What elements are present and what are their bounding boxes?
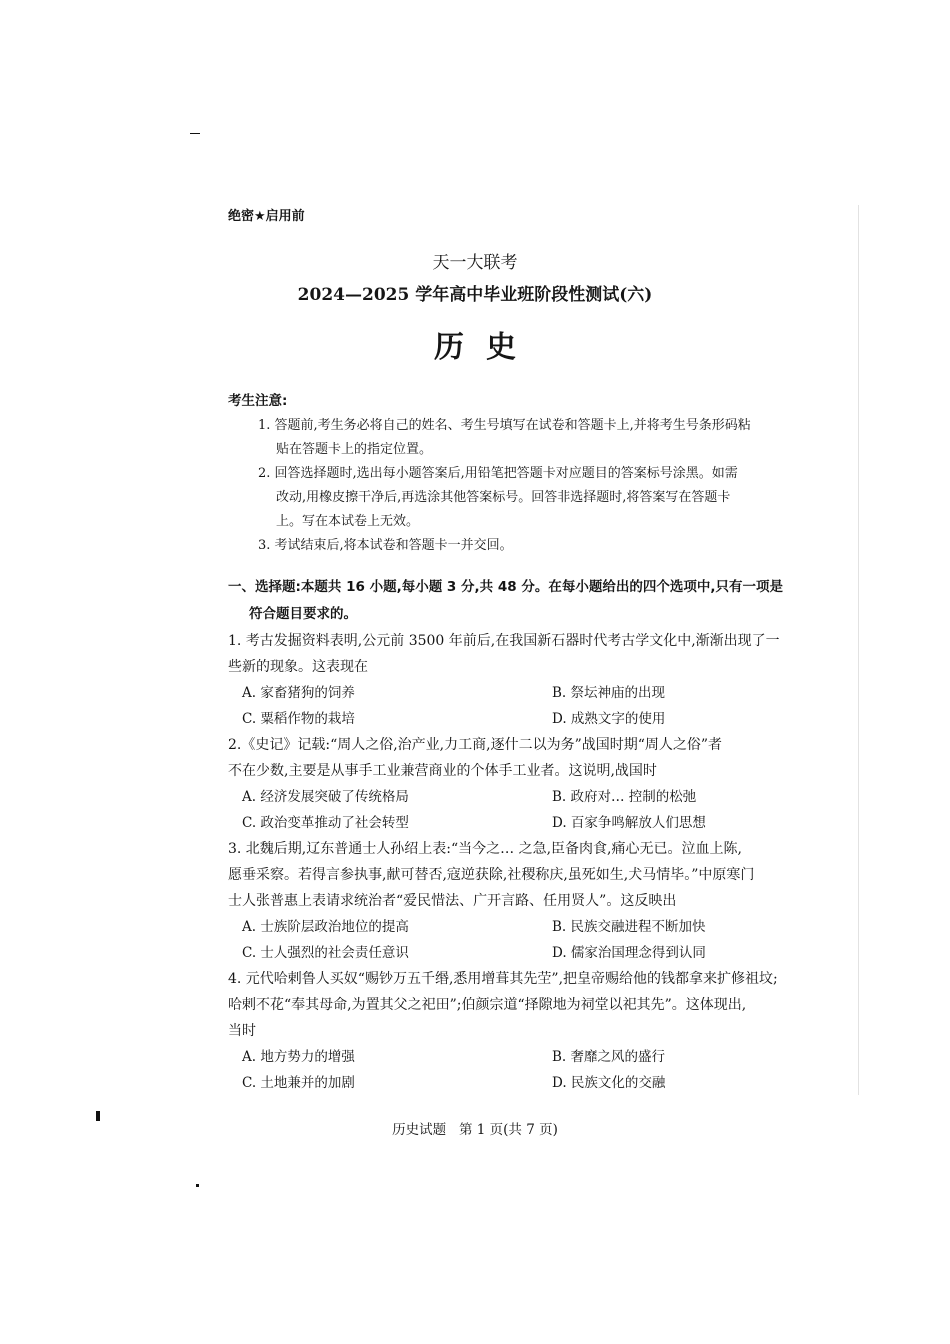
question-2-line-2: 不在少数,主要是从事手工业兼营商业的个体手工业者。这说明,战国时 bbox=[228, 763, 657, 779]
question-1-option-a: A. 家畜猪狗的饲养 bbox=[242, 685, 355, 701]
question-2-options bbox=[228, 784, 834, 836]
test-name: 2024—2025 学年高中毕业班阶段性测试(六) bbox=[297, 285, 653, 305]
exam-content bbox=[228, 388, 834, 1096]
section-title bbox=[228, 574, 834, 628]
notice-title: 考生注意: bbox=[228, 393, 288, 409]
question-2-line-1: 2.《史记》记载:“周人之俗,治产业,力工商,逐什二以为务”战国时期“周人之俗”者 bbox=[228, 737, 723, 753]
question-3-option-a: A. 士族阶层政治地位的提高 bbox=[242, 919, 409, 935]
question-1-option-d: D. 成熟文字的使用 bbox=[552, 711, 666, 727]
question-4-line-2: 哈剌不花“奉其母命,为置其父之祀田”;伯颜宗道“择隙地为祠堂以祀其先”。这体现出, bbox=[228, 997, 747, 1013]
notice-item-2-line3: 上。写在本试卷上无效。 bbox=[276, 514, 420, 529]
question-3 bbox=[228, 836, 834, 966]
question-3-line-1: 3. 北魏后期,辽东普通士人孙绍上表:“当今之… 之急,臣备肉食,痛心无已。泣血上陈, bbox=[228, 841, 742, 857]
question-3-options bbox=[228, 914, 834, 966]
notice-item-2-line1: 2. 回答选择题时,选出每小题答案后,用铅笔把答题卡对应题目的答案标号涂黑。如需 bbox=[258, 466, 738, 481]
notice-item-1 bbox=[228, 414, 834, 462]
question-4-line-1: 4. 元代哈剌鲁人买奴“赐钞万五千缗,悉用增葺其先茔”,把皇帝赐给他的钱都拿来扩修祖坟; bbox=[228, 971, 778, 987]
confidential-label: 绝密★启用前 bbox=[228, 209, 305, 224]
notice-item-1-line2: 贴在答题卡上的指定位置。 bbox=[276, 442, 433, 457]
question-2-option-a: A. 经济发展突破了传统格局 bbox=[242, 789, 409, 805]
question-3-line-3: 士人张普惠上表请求统治者“爱民惜法、广开言路、任用贤人”。这反映出 bbox=[228, 893, 677, 909]
question-4 bbox=[228, 966, 834, 1096]
question-3-option-d: D. 儒家治国理念得到认同 bbox=[552, 945, 706, 961]
question-4-options bbox=[228, 1044, 834, 1096]
question-3-option-b: B. 民族交融进程不断加快 bbox=[552, 919, 706, 935]
exam-name: 天一大联考 bbox=[432, 253, 518, 273]
notice-item-3 bbox=[228, 534, 834, 558]
question-1-line-2: 些新的现象。这表现在 bbox=[228, 659, 368, 675]
question-2-option-c: C. 政治变革推动了社会转型 bbox=[242, 815, 409, 831]
question-4-option-d: D. 民族文化的交融 bbox=[552, 1075, 666, 1091]
question-1-option-b: B. 祭坛神庙的出现 bbox=[552, 685, 666, 701]
question-4-option-c: C. 土地兼并的加剧 bbox=[242, 1075, 355, 1091]
notice-item-3-line1: 3. 考试结束后,将本试卷和答题卡一并交回。 bbox=[258, 538, 513, 553]
subject-title: 历史 bbox=[434, 330, 538, 365]
question-2 bbox=[228, 732, 834, 836]
question-1-options bbox=[228, 680, 834, 732]
question-3-option-c: C. 士人强烈的社会责任意识 bbox=[242, 945, 409, 961]
question-2-option-d: D. 百家争鸣解放人们思想 bbox=[552, 815, 706, 831]
scan-mark-bottom bbox=[196, 1184, 199, 1187]
question-1 bbox=[228, 628, 834, 732]
question-4-option-a: A. 地方势力的增强 bbox=[242, 1049, 355, 1065]
question-4-line-3: 当时 bbox=[228, 1023, 256, 1039]
question-1-option-c: C. 粟稻作物的栽培 bbox=[242, 711, 355, 727]
page-footer: 历史试题 第 1 页(共 7 页) bbox=[392, 1122, 558, 1138]
notice-item-2-line2: 改动,用橡皮擦干净后,再选涂其他答案标号。回答非选择题时,将答案写在答题卡 bbox=[276, 490, 731, 505]
section-title-line2: 符合题目要求的。 bbox=[249, 606, 357, 622]
question-1-line-1: 1. 考古发掘资料表明,公元前 3500 年前后,在我国新石器时代考古学文化中,渐渐出现了一 bbox=[228, 633, 780, 649]
notice-item-1-line1: 1. 答题前,考生务必将自己的姓名、考生号填写在试卷和答题卡上,并将考生号条形码粘 bbox=[258, 418, 751, 433]
notice-item-2 bbox=[228, 462, 834, 534]
question-4-option-b: B. 奢靡之风的盛行 bbox=[552, 1049, 666, 1065]
question-3-line-2: 愿垂采察。若得言参执事,献可替否,寇逆获除,社稷称庆,虽死如生,犬马情毕。”中原寒门 bbox=[228, 867, 755, 883]
scan-mark-top bbox=[190, 133, 200, 134]
question-2-option-b: B. 政府对… 控制的松弛 bbox=[552, 789, 697, 805]
section-title-line1: 一、选择题:本题共 16 小题,每小题 3 分,共 48 分。在每小题给出的四个选项中,只有一项是 bbox=[228, 579, 783, 595]
